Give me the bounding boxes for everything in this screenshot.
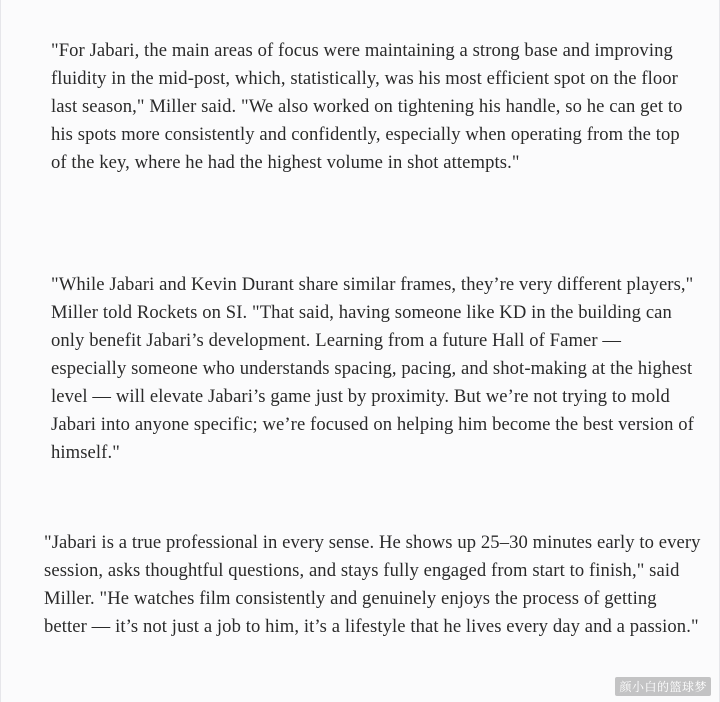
quote-paragraph-2: "While Jabari and Kevin Durant share similar frames, they’re very different players," Miller told Rockets on SI. "That said, having someone like KD in the building can only benefit Jabari’s development. Learning from a future Hall of Famer — especially someone who understands spacing, pacing, and shot-making at the highest level — will elevate Jabari’s game just by proximity. But we’re not trying to mold Jabari into anyone specific; we’re focused on helping him become the best version of himself."	[51, 274, 694, 463]
quote-paragraph-1: "For Jabari, the main areas of focus were maintaining a strong base and improving fluidity in the mid-post, which, statistically, was his most efficient spot on the floor last season," Miller said. "We also worked on tightening his handle, so he can get to his spots more consistently and confidently, especially when operating from the top of the key, where he had the highest volume in shot attempts."	[51, 40, 683, 173]
watermark-text: 颜小白的篮球梦	[615, 677, 711, 696]
quote-paragraph-3: "Jabari is a true professional in every sense. He shows up 25–30 minutes early to every session, asks thoughtful questions, and stays fully engaged from start to finish," said Miller. "He watches film consistently and genuinely enjoys the process of getting better — it’s not just a job to him, it’s a lifestyle that he lives every day and a passion."	[44, 532, 701, 637]
